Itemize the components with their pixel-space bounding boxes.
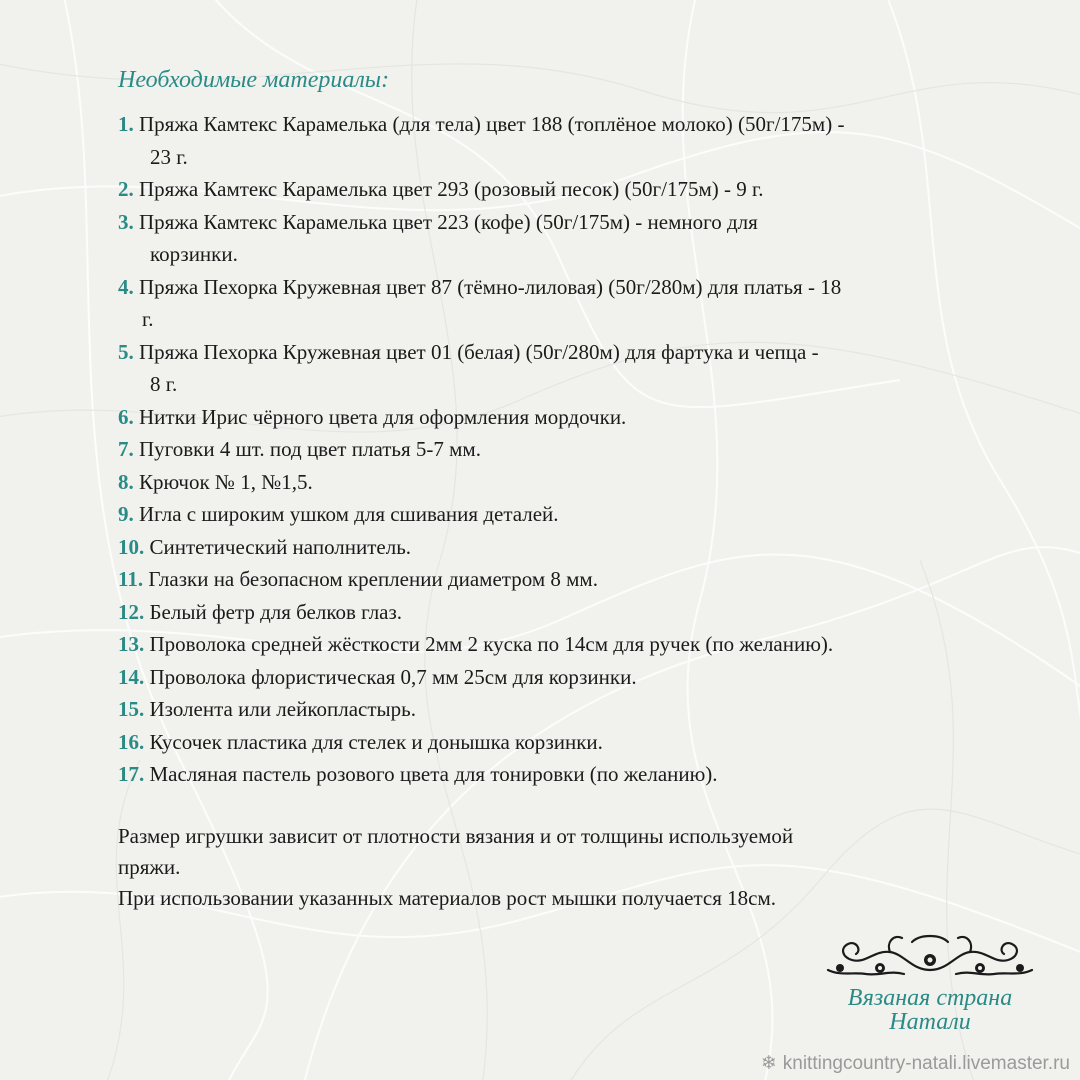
item-number: 4. <box>118 274 134 299</box>
materials-list <box>118 108 998 791</box>
item-number: 14. <box>118 664 145 689</box>
materials-section <box>118 62 998 914</box>
item-text: Пряжа Камтекс Карамелька (для тела) цвет 188 (топлёное молоко) (50г/175м) - <box>139 112 845 136</box>
materials-list-item <box>118 498 998 531</box>
materials-list-item <box>118 596 998 629</box>
item-number: 3. <box>118 209 134 234</box>
size-note-line: пряжи. <box>118 854 181 879</box>
floral-ornament-icon <box>820 930 1040 986</box>
materials-list-item <box>118 433 998 466</box>
item-number: 2. <box>118 177 134 201</box>
item-text: Проволока средней жёсткости 2мм 2 куска по 14см для ручек (по желанию). <box>149 632 834 656</box>
item-number: 17. <box>118 762 145 786</box>
item-text: Белый фетр для белков глаз. <box>149 599 403 624</box>
item-number: 11. <box>118 567 144 591</box>
item-text: Пряжа Пехорка Кружевная цвет 87 (тёмно-лиловая) (50г/280м) для платья - 18 <box>139 274 842 299</box>
item-text: Кусочек пластика для стелек и донышка корзинки. <box>149 729 603 754</box>
item-text: Крючок № 1, №1,5. <box>139 469 313 494</box>
item-number: 16. <box>118 729 145 754</box>
item-number: 1. <box>118 112 134 136</box>
item-number: 12. <box>118 599 145 624</box>
materials-list-item <box>118 758 998 791</box>
materials-list-item <box>118 173 998 206</box>
item-number: 13. <box>118 632 145 656</box>
item-text-continuation: 8 г. <box>150 372 178 396</box>
item-number: 5. <box>118 339 134 364</box>
item-text: Пряжа Пехорка Кружевная цвет 01 (белая) (50г/280м) для фартука и чепца - <box>139 339 819 364</box>
materials-list-item <box>118 336 998 401</box>
materials-list-item <box>118 206 998 271</box>
materials-list-item <box>118 271 998 336</box>
materials-list-item <box>118 726 998 759</box>
item-text: Проволока флористическая 0,7 мм 25см для корзинки. <box>149 664 637 689</box>
materials-list-item <box>118 401 998 434</box>
snowflake-icon: ❄ <box>760 1053 777 1074</box>
watermark-url: knittingcountry-natali.livemaster.ru <box>782 1053 1070 1074</box>
item-text: Пряжа Камтекс Карамелька цвет 223 (кофе) (50г/175м) - немного для <box>139 209 758 234</box>
size-note <box>118 821 998 914</box>
item-text: Глазки на безопасном креплении диаметром 8 мм. <box>148 567 598 591</box>
item-text-continuation: корзинки. <box>150 242 238 266</box>
materials-list-item <box>118 531 998 564</box>
materials-list-item <box>118 693 998 726</box>
item-number: 7. <box>118 437 134 461</box>
size-note-line: При использовании указанных материалов рост мышки получается 18см. <box>118 885 776 910</box>
size-note-line: Размер игрушки зависит от плотности вязания и от толщины используемой <box>118 823 794 848</box>
logo-title: Вязаная страна <box>847 985 1013 1011</box>
item-text: Изолента или лейкопластырь. <box>149 697 416 721</box>
logo-subtitle: Натали <box>889 1009 971 1035</box>
materials-list-item <box>118 466 998 499</box>
item-text: Нитки Ирис чёрного цвета для оформления мордочки. <box>139 404 627 429</box>
item-number: 8. <box>118 469 134 494</box>
materials-list-item <box>118 628 998 661</box>
item-text: Пуговки 4 шт. под цвет платья 5-7 мм. <box>139 437 481 461</box>
item-text: Масляная пастель розового цвета для тонировки (по желанию). <box>149 762 718 786</box>
item-text: Пряжа Камтекс Карамелька цвет 293 (розовый песок) (50г/175м) - 9 г. <box>139 177 764 201</box>
shop-logo <box>820 930 1040 1040</box>
item-text-continuation: 23 г. <box>150 144 188 169</box>
materials-list-item <box>118 661 998 694</box>
item-number: 6. <box>118 404 134 429</box>
item-number: 10. <box>118 534 145 559</box>
materials-list-item <box>118 108 998 173</box>
materials-heading: Необходимые материалы: <box>118 67 390 93</box>
watermark <box>761 1052 1070 1075</box>
item-number: 9. <box>118 502 134 526</box>
item-text-continuation: г. <box>142 307 154 331</box>
materials-list-item <box>118 563 998 596</box>
item-number: 15. <box>118 697 145 721</box>
item-text: Синтетический наполнитель. <box>149 534 412 559</box>
item-text: Игла с широким ушком для сшивания деталей. <box>139 502 559 526</box>
